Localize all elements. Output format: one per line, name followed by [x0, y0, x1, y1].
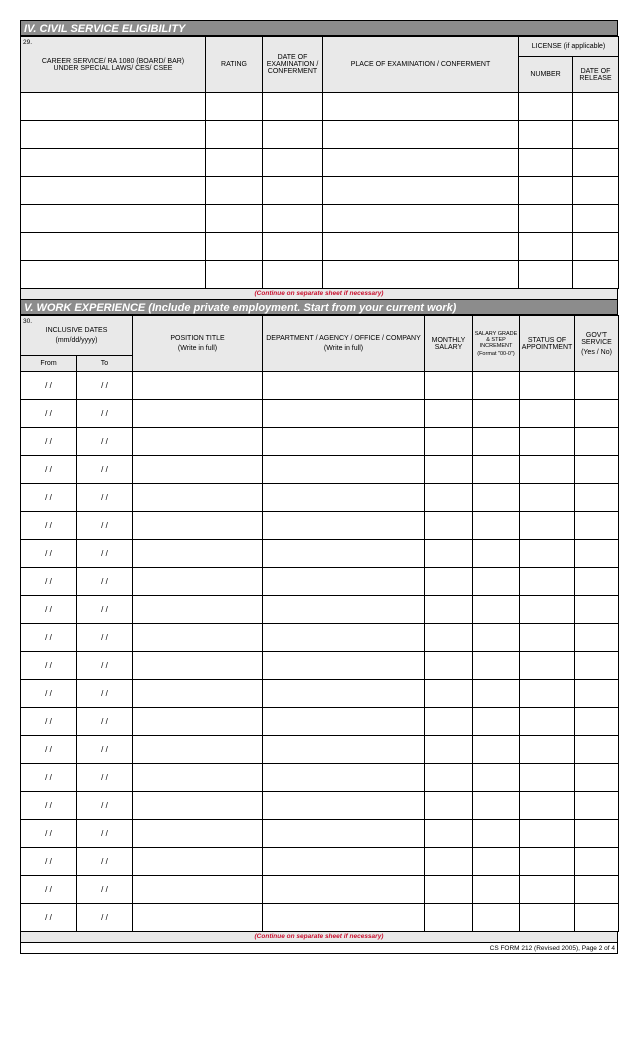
- from-date-cell[interactable]: [21, 708, 77, 736]
- work-row: [21, 568, 619, 596]
- salary-cell[interactable]: [425, 456, 473, 484]
- date-exam-cell[interactable]: [263, 149, 323, 177]
- status-cell[interactable]: [520, 680, 575, 708]
- to-date-cell[interactable]: [77, 540, 133, 568]
- status-cell[interactable]: [520, 428, 575, 456]
- career-service-cell[interactable]: [21, 177, 206, 205]
- grade-cell[interactable]: [473, 652, 520, 680]
- status-cell[interactable]: [520, 456, 575, 484]
- to-date-cell[interactable]: [77, 400, 133, 428]
- grade-cell[interactable]: [473, 792, 520, 820]
- status-cell[interactable]: [520, 904, 575, 932]
- rating-cell[interactable]: [206, 149, 263, 177]
- to-date-cell[interactable]: [77, 484, 133, 512]
- to-date-cell[interactable]: [77, 904, 133, 932]
- position-cell[interactable]: [133, 708, 263, 736]
- govt-cell[interactable]: [575, 708, 619, 736]
- date-exam-cell[interactable]: [263, 205, 323, 233]
- to-date-cell[interactable]: [77, 428, 133, 456]
- department-cell[interactable]: [263, 820, 425, 848]
- pds-page-2: [20, 20, 618, 954]
- career-service-cell[interactable]: [21, 205, 206, 233]
- eligibility-row: [21, 177, 619, 205]
- status-cell[interactable]: [520, 736, 575, 764]
- work-row: [21, 428, 619, 456]
- grade-cell[interactable]: [473, 708, 520, 736]
- status-appointment-header: STATUS OF APPOINTMENT: [520, 316, 575, 372]
- salary-cell[interactable]: [425, 568, 473, 596]
- status-cell[interactable]: [520, 400, 575, 428]
- position-cell[interactable]: [133, 792, 263, 820]
- date-slashes: / /: [45, 493, 52, 502]
- work-row: [21, 540, 619, 568]
- govt-cell[interactable]: [575, 876, 619, 904]
- place-exam-header: PLACE OF EXAMINATION / CONFERMENT: [323, 37, 519, 93]
- rating-cell[interactable]: [206, 121, 263, 149]
- date-slashes: / /: [101, 409, 108, 418]
- department-cell[interactable]: [263, 904, 425, 932]
- form-footer: CS FORM 212 (Revised 2005), Page 2 of 4: [20, 942, 618, 954]
- eligibility-row: [21, 205, 619, 233]
- salary-cell[interactable]: [425, 820, 473, 848]
- position-cell[interactable]: [133, 512, 263, 540]
- status-cell[interactable]: [520, 652, 575, 680]
- govt-cell[interactable]: [575, 428, 619, 456]
- salary-cell[interactable]: [425, 680, 473, 708]
- govt-cell[interactable]: [575, 764, 619, 792]
- status-cell[interactable]: [520, 596, 575, 624]
- from-date-cell[interactable]: [21, 736, 77, 764]
- department-cell[interactable]: [263, 680, 425, 708]
- from-date-cell[interactable]: [21, 624, 77, 652]
- position-cell[interactable]: [133, 764, 263, 792]
- govt-service-header: GOV'T SERVICE (Yes / No): [575, 316, 619, 372]
- license-header: LICENSE (if applicable): [519, 37, 619, 57]
- salary-cell[interactable]: [425, 512, 473, 540]
- salary-cell[interactable]: [425, 540, 473, 568]
- license-number-cell[interactable]: [519, 177, 573, 205]
- date-slashes: / /: [45, 605, 52, 614]
- salary-cell[interactable]: [425, 764, 473, 792]
- position-cell[interactable]: [133, 456, 263, 484]
- date-slashes: / /: [45, 717, 52, 726]
- career-service-cell[interactable]: [21, 93, 206, 121]
- status-cell[interactable]: [520, 708, 575, 736]
- department-cell[interactable]: [263, 568, 425, 596]
- date-slashes: / /: [101, 493, 108, 502]
- grade-cell[interactable]: [473, 848, 520, 876]
- work-row: [21, 456, 619, 484]
- salary-cell[interactable]: [425, 372, 473, 400]
- date-slashes: / /: [101, 689, 108, 698]
- work-row: [21, 680, 619, 708]
- date-slashes: / /: [101, 549, 108, 558]
- govt-cell[interactable]: [575, 456, 619, 484]
- position-cell[interactable]: [133, 848, 263, 876]
- grade-cell[interactable]: [473, 596, 520, 624]
- place-exam-cell[interactable]: [323, 149, 519, 177]
- rating-cell[interactable]: [206, 93, 263, 121]
- career-service-cell[interactable]: [21, 233, 206, 261]
- place-exam-cell[interactable]: [323, 261, 519, 289]
- date-slashes: / /: [45, 661, 52, 670]
- govt-cell[interactable]: [575, 624, 619, 652]
- civil-continue-note: (Continue on separate sheet if necessary): [20, 289, 618, 299]
- rating-cell[interactable]: [206, 205, 263, 233]
- license-release-cell[interactable]: [573, 93, 619, 121]
- govt-cell[interactable]: [575, 792, 619, 820]
- to-date-cell[interactable]: [77, 456, 133, 484]
- rating-header: RATING: [206, 37, 263, 93]
- from-date-cell[interactable]: [21, 652, 77, 680]
- date-slashes: / /: [45, 633, 52, 642]
- date-exam-cell[interactable]: [263, 121, 323, 149]
- date-slashes: / /: [45, 465, 52, 474]
- govt-cell[interactable]: [575, 484, 619, 512]
- from-date-cell[interactable]: [21, 904, 77, 932]
- department-cell[interactable]: [263, 540, 425, 568]
- license-release-cell[interactable]: [573, 121, 619, 149]
- date-slashes: / /: [101, 885, 108, 894]
- status-cell[interactable]: [520, 624, 575, 652]
- to-date-cell[interactable]: [77, 512, 133, 540]
- date-slashes: / /: [45, 829, 52, 838]
- salary-cell[interactable]: [425, 736, 473, 764]
- eligibility-row: [21, 93, 619, 121]
- license-number-cell[interactable]: [519, 233, 573, 261]
- department-cell[interactable]: [263, 652, 425, 680]
- from-date-cell[interactable]: [21, 596, 77, 624]
- grade-cell[interactable]: [473, 428, 520, 456]
- from-date-cell[interactable]: [21, 876, 77, 904]
- salary-cell[interactable]: [425, 428, 473, 456]
- license-release-header: DATE OF RELEASE: [573, 57, 619, 93]
- status-cell[interactable]: [520, 372, 575, 400]
- career-service-cell[interactable]: [21, 121, 206, 149]
- grade-cell[interactable]: [473, 876, 520, 904]
- date-slashes: / /: [45, 549, 52, 558]
- department-cell[interactable]: [263, 792, 425, 820]
- place-exam-cell[interactable]: [323, 177, 519, 205]
- license-release-cell[interactable]: [573, 149, 619, 177]
- department-cell[interactable]: [263, 372, 425, 400]
- license-number-cell[interactable]: [519, 149, 573, 177]
- position-cell[interactable]: [133, 876, 263, 904]
- date-slashes: / /: [101, 773, 108, 782]
- govt-cell[interactable]: [575, 568, 619, 596]
- grade-cell[interactable]: [473, 456, 520, 484]
- license-release-cell[interactable]: [573, 233, 619, 261]
- date-exam-cell[interactable]: [263, 93, 323, 121]
- grade-cell[interactable]: [473, 624, 520, 652]
- work-row: [21, 820, 619, 848]
- grade-cell[interactable]: [473, 680, 520, 708]
- date-slashes: / /: [101, 605, 108, 614]
- from-date-cell[interactable]: [21, 540, 77, 568]
- salary-cell[interactable]: [425, 624, 473, 652]
- to-date-cell[interactable]: [77, 708, 133, 736]
- work-continue-note: (Continue on separate sheet if necessary): [20, 932, 618, 942]
- work-row: [21, 400, 619, 428]
- department-cell[interactable]: [263, 456, 425, 484]
- position-cell[interactable]: [133, 624, 263, 652]
- item-number: 30.: [23, 318, 33, 325]
- department-cell[interactable]: [263, 512, 425, 540]
- from-header: From: [21, 356, 77, 372]
- status-cell[interactable]: [520, 792, 575, 820]
- rating-cell[interactable]: [206, 261, 263, 289]
- from-date-cell[interactable]: [21, 428, 77, 456]
- position-cell[interactable]: [133, 372, 263, 400]
- status-cell[interactable]: [520, 764, 575, 792]
- govt-cell[interactable]: [575, 372, 619, 400]
- salary-grade-header: SALARY GRADE & STEP INCREMENT (Format "00-0"): [473, 316, 520, 372]
- to-date-cell[interactable]: [77, 568, 133, 596]
- work-row: [21, 904, 619, 932]
- monthly-salary-header: MONTHLY SALARY: [425, 316, 473, 372]
- position-cell[interactable]: [133, 820, 263, 848]
- work-row: [21, 624, 619, 652]
- date-exam-cell[interactable]: [263, 261, 323, 289]
- grade-cell[interactable]: [473, 568, 520, 596]
- license-number-cell[interactable]: [519, 121, 573, 149]
- to-date-cell[interactable]: [77, 596, 133, 624]
- date-slashes: / /: [45, 437, 52, 446]
- status-cell[interactable]: [520, 484, 575, 512]
- work-row: [21, 736, 619, 764]
- salary-cell[interactable]: [425, 400, 473, 428]
- status-cell[interactable]: [520, 568, 575, 596]
- license-release-cell[interactable]: [573, 205, 619, 233]
- civil-service-header: IV. CIVIL SERVICE ELIGIBILITY: [20, 20, 618, 36]
- govt-cell[interactable]: [575, 540, 619, 568]
- inclusive-dates-header: 30. INCLUSIVE DATES (mm/dd/yyyy): [21, 316, 133, 356]
- department-cell[interactable]: [263, 596, 425, 624]
- grade-cell[interactable]: [473, 372, 520, 400]
- to-header: To: [77, 356, 133, 372]
- work-row: [21, 596, 619, 624]
- eligibility-row: [21, 149, 619, 177]
- from-date-cell[interactable]: [21, 372, 77, 400]
- eligibility-row: [21, 121, 619, 149]
- salary-cell[interactable]: [425, 596, 473, 624]
- to-date-cell[interactable]: [77, 764, 133, 792]
- to-date-cell[interactable]: [77, 792, 133, 820]
- work-row: [21, 708, 619, 736]
- salary-cell[interactable]: [425, 652, 473, 680]
- position-cell[interactable]: [133, 568, 263, 596]
- status-cell[interactable]: [520, 540, 575, 568]
- career-service-cell[interactable]: [21, 261, 206, 289]
- date-slashes: / /: [45, 801, 52, 810]
- department-cell[interactable]: [263, 736, 425, 764]
- position-cell[interactable]: [133, 428, 263, 456]
- govt-cell[interactable]: [575, 652, 619, 680]
- status-cell[interactable]: [520, 876, 575, 904]
- date-slashes: / /: [101, 577, 108, 586]
- from-date-cell[interactable]: [21, 568, 77, 596]
- date-slashes: / /: [101, 745, 108, 754]
- career-service-header: 29. CAREER SERVICE/ RA 1080 (BOARD/ BAR) UNDER SPECIAL LAWS/ CES/ CSEE: [21, 37, 206, 93]
- date-exam-cell[interactable]: [263, 177, 323, 205]
- department-header: DEPARTMENT / AGENCY / OFFICE / COMPANY (Write in full): [263, 316, 425, 372]
- govt-cell[interactable]: [575, 596, 619, 624]
- salary-cell[interactable]: [425, 792, 473, 820]
- date-slashes: / /: [101, 633, 108, 642]
- date-slashes: / /: [101, 913, 108, 922]
- status-cell[interactable]: [520, 820, 575, 848]
- civil-service-table: [20, 36, 619, 289]
- rating-cell[interactable]: [206, 177, 263, 205]
- date-slashes: / /: [101, 521, 108, 530]
- department-cell[interactable]: [263, 624, 425, 652]
- department-cell[interactable]: [263, 848, 425, 876]
- position-cell[interactable]: [133, 540, 263, 568]
- eligibility-row: [21, 233, 619, 261]
- position-cell[interactable]: [133, 652, 263, 680]
- date-slashes: / /: [45, 913, 52, 922]
- status-cell[interactable]: [520, 848, 575, 876]
- date-slashes: / /: [101, 661, 108, 670]
- to-date-cell[interactable]: [77, 372, 133, 400]
- date-slashes: / /: [101, 437, 108, 446]
- license-number-cell[interactable]: [519, 205, 573, 233]
- item-number: 29.: [23, 39, 33, 46]
- license-release-cell[interactable]: [573, 261, 619, 289]
- date-slashes: / /: [45, 857, 52, 866]
- department-cell[interactable]: [263, 428, 425, 456]
- to-date-cell[interactable]: [77, 736, 133, 764]
- career-service-cell[interactable]: [21, 149, 206, 177]
- salary-cell[interactable]: [425, 848, 473, 876]
- license-number-cell[interactable]: [519, 93, 573, 121]
- from-date-cell[interactable]: [21, 820, 77, 848]
- rating-cell[interactable]: [206, 233, 263, 261]
- grade-cell[interactable]: [473, 400, 520, 428]
- date-slashes: / /: [101, 801, 108, 810]
- department-cell[interactable]: [263, 400, 425, 428]
- grade-cell[interactable]: [473, 904, 520, 932]
- salary-cell[interactable]: [425, 876, 473, 904]
- license-number-header: NUMBER: [519, 57, 573, 93]
- place-exam-cell[interactable]: [323, 93, 519, 121]
- govt-cell[interactable]: [575, 820, 619, 848]
- work-row: [21, 652, 619, 680]
- position-cell[interactable]: [133, 736, 263, 764]
- govt-cell[interactable]: [575, 680, 619, 708]
- from-date-cell[interactable]: [21, 484, 77, 512]
- date-slashes: / /: [45, 689, 52, 698]
- to-date-cell[interactable]: [77, 848, 133, 876]
- place-exam-cell[interactable]: [323, 205, 519, 233]
- eligibility-row: [21, 261, 619, 289]
- work-row: [21, 372, 619, 400]
- to-date-cell[interactable]: [77, 876, 133, 904]
- position-cell[interactable]: [133, 680, 263, 708]
- position-cell[interactable]: [133, 400, 263, 428]
- grade-cell[interactable]: [473, 540, 520, 568]
- work-row: [21, 792, 619, 820]
- date-exam-header: DATE OF EXAMINATION / CONFERMENT: [263, 37, 323, 93]
- work-row: [21, 484, 619, 512]
- grade-cell[interactable]: [473, 820, 520, 848]
- from-date-cell[interactable]: [21, 512, 77, 540]
- date-slashes: / /: [45, 521, 52, 530]
- grade-cell[interactable]: [473, 484, 520, 512]
- to-date-cell[interactable]: [77, 624, 133, 652]
- to-date-cell[interactable]: [77, 652, 133, 680]
- license-number-cell[interactable]: [519, 261, 573, 289]
- work-experience-table: [20, 315, 619, 932]
- date-slashes: / /: [101, 829, 108, 838]
- from-date-cell[interactable]: [21, 792, 77, 820]
- from-date-cell[interactable]: [21, 848, 77, 876]
- place-exam-cell[interactable]: [323, 121, 519, 149]
- grade-cell[interactable]: [473, 736, 520, 764]
- govt-cell[interactable]: [575, 848, 619, 876]
- salary-cell[interactable]: [425, 904, 473, 932]
- from-date-cell[interactable]: [21, 764, 77, 792]
- position-title-header: POSITION TITLE (Write in full): [133, 316, 263, 372]
- from-date-cell[interactable]: [21, 680, 77, 708]
- date-slashes: / /: [45, 409, 52, 418]
- work-experience-header: V. WORK EXPERIENCE (Include private employment. Start from your current work): [20, 299, 618, 315]
- department-cell[interactable]: [263, 876, 425, 904]
- department-cell[interactable]: [263, 764, 425, 792]
- work-row: [21, 764, 619, 792]
- govt-cell[interactable]: [575, 400, 619, 428]
- date-slashes: / /: [45, 745, 52, 754]
- salary-cell[interactable]: [425, 484, 473, 512]
- date-slashes: / /: [45, 577, 52, 586]
- date-slashes: / /: [101, 381, 108, 390]
- from-date-cell[interactable]: [21, 456, 77, 484]
- status-cell[interactable]: [520, 512, 575, 540]
- date-slashes: / /: [45, 885, 52, 894]
- position-cell[interactable]: [133, 904, 263, 932]
- place-exam-cell[interactable]: [323, 233, 519, 261]
- department-cell[interactable]: [263, 708, 425, 736]
- date-slashes: / /: [101, 857, 108, 866]
- salary-cell[interactable]: [425, 708, 473, 736]
- govt-cell[interactable]: [575, 736, 619, 764]
- department-cell[interactable]: [263, 484, 425, 512]
- date-slashes: / /: [45, 381, 52, 390]
- to-date-cell[interactable]: [77, 820, 133, 848]
- position-cell[interactable]: [133, 596, 263, 624]
- govt-cell[interactable]: [575, 512, 619, 540]
- govt-cell[interactable]: [575, 904, 619, 932]
- grade-cell[interactable]: [473, 764, 520, 792]
- date-slashes: / /: [45, 773, 52, 782]
- license-release-cell[interactable]: [573, 177, 619, 205]
- work-row: [21, 848, 619, 876]
- position-cell[interactable]: [133, 484, 263, 512]
- from-date-cell[interactable]: [21, 400, 77, 428]
- to-date-cell[interactable]: [77, 680, 133, 708]
- grade-cell[interactable]: [473, 512, 520, 540]
- date-slashes: / /: [101, 465, 108, 474]
- date-slashes: / /: [101, 717, 108, 726]
- work-row: [21, 876, 619, 904]
- work-row: [21, 512, 619, 540]
- date-exam-cell[interactable]: [263, 233, 323, 261]
